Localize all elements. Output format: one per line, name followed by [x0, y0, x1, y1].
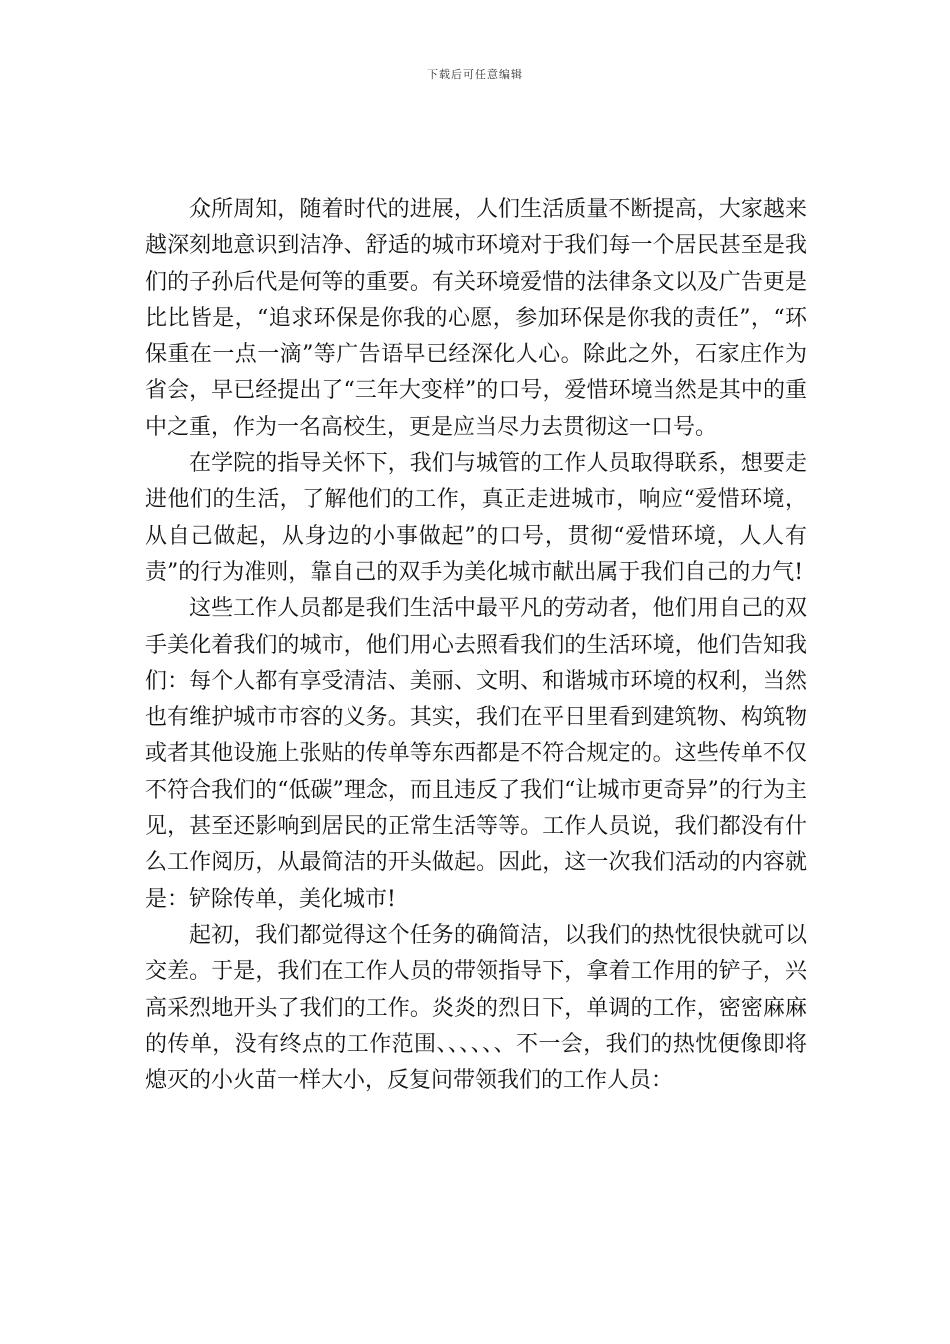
document-body [145, 192, 807, 1099]
paragraph-3: 这些工作人员都是我们生活中最平凡的劳动者，他们用自己的双手美化着我们的城市，他们用心去照看我们的生活环境，他们告知我们：每个人都有享受清洁、美丽、文明、和谐城市环境的权利，当然也有维护城市市容的义务。其实，我们在平日里看到建筑物、构筑物或者其他设施上张贴的传单等东西都是不符合规定的。这些传单不仅不符合我们的“低碳”理念，而且违反了我们“让城市更奇异”的行为主见，甚至还影响到居民的正常生活等等。工作人员说，我们都没有什么工作阅历，从最简洁的开头做起。因此，这一次我们活动的内容就是：铲除传单，美化城市! [145, 596, 807, 912]
paragraph-2: 在学院的指导关怀下，我们与城管的工作人员取得联系，想要走进他们的生活，了解他们的工作，真正走进城市，响应“爱惜环境，从自己做起，从身边的小事做起”的口号，贯彻“爱惜环境，人人有责”的行为准则，靠自己的双手为美化城市献出属于我们自己的力气! [145, 451, 807, 585]
paragraph-1: 众所周知，随着时代的进展，人们生活质量不断提高，大家越来越深刻地意识到洁净、舒适的城市环境对于我们每一个居民甚至是我们的子孙后代是何等的重要。有关环境爱惜的法律条文以及广告更是比比皆是，“追求环保是你我的心愿，参加环保是你我的责任”，“环保重在一点一滴”等广告语早已经深化人心。除此之外，石家庄作为省会，早已经提出了“三年大变样”的口号，爱惜环境当然是其中的重中之重，作为一名高校生，更是应当尽力去贯彻这一口号。 [145, 197, 807, 440]
paragraph-4: 起初，我们都觉得这个任务的确简洁，以我们的热忱很快就可以交差。于是，我们在工作人员的带领指导下，拿着工作用的铲子，兴高采烈地开头了我们的工作。炎炎的烈日下，单调的工作，密密麻麻的传单，没有终点的工作范围、、、、、、不一会，我们的热忱便像即将熄灭的小火苗一样大小，反复问带领我们的工作人员： [145, 922, 807, 1094]
page-header: 下载后可任意编辑 [427, 68, 523, 81]
